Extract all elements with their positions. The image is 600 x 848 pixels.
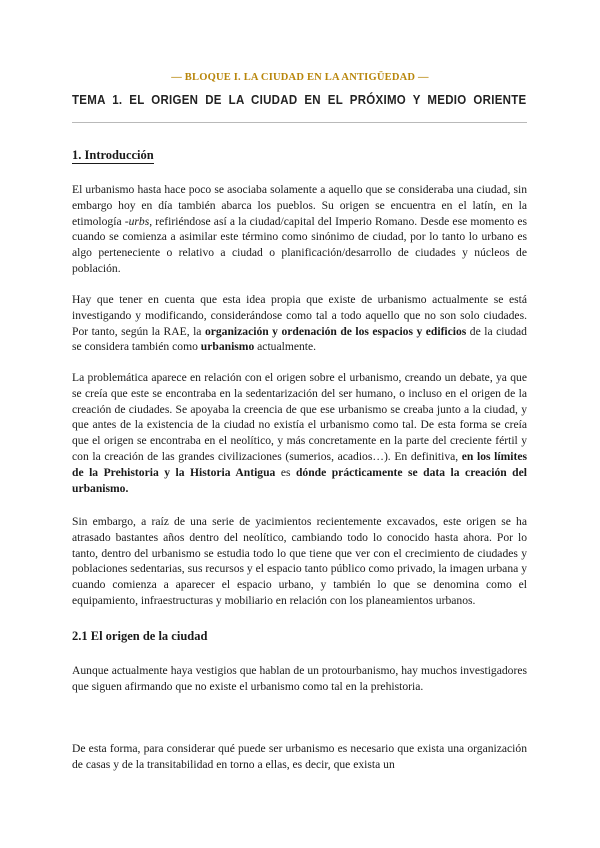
section-heading-origen-ciudad: 2.1 El origen de la ciudad: [72, 629, 208, 643]
paragraph-1-italic: urbs: [128, 214, 150, 228]
paragraph-6: De esta forma, para considerar qué puede ser urbanismo es necesario que exista una organización de casas y de la transitabilidad en torno a ellas, es decir, que exista un: [72, 742, 527, 771]
paragraph-1: [72, 182, 527, 277]
paragraph-3-text-a: La problemática aparece en relación con el origen sobre el urbanismo, creando un debate, ya que se creía que este se encontraba en la sedentarización del ser humano, o incluso en el origen de la creación de ciudades. Se apoyaba la creencia de que ese urbanismo se creaba junto a la ciudad, y que antes de la existencia de la ciudad no existía el urbanismo como tal. De esta forma se creía que el origen se encontraba en el neolítico, y más concretamente en la parte del creciente fértil y con la creación de las grandes civilizaciones (sumerios, acadios…). En definitiva,: [72, 371, 527, 463]
paragraph-2-bold-1: organización y ordenación de los espacios y edificios: [204, 324, 467, 338]
paragraph-5: Aunque actualmente haya vestigios que hablan de un protourbanismo, hay muchos investigadores que siguen afirmando que no existe el urbanismo como tal en la prehistoria.: [72, 664, 527, 693]
paragraph-2-text-b: de la ciudad se considera también como: [72, 324, 527, 354]
paragraph-1-text-b: , refiriéndose así a la ciudad/capital del Imperio Romano. Desde ese momento es cuando se comienza a asimilar este término como sinónimo de ciudad, por lo tanto lo urbano es algo perteneciente o relativo a ciudad o planificación/desarrollo de ciudades y núcleos de población.: [72, 214, 527, 275]
paragraph-2-bold-2: urbanismo: [200, 340, 255, 354]
section-heading-introduccion: 1. Introducción: [72, 148, 154, 162]
block-title: — BLOQUE I. LA CIUDAD EN LA ANTIGÜEDAD —: [171, 72, 429, 83]
paragraph-2-text-c: actualmente.: [254, 340, 317, 354]
paragraph-2-text-a: Hay que tener en cuenta que esta idea propia que existe de urbanismo actualmente se está investigando y modificando, considerándose como tal a todo aquello que no son solo ciudades. Por tanto, según la RAE, la: [72, 293, 527, 338]
title-divider: [72, 122, 527, 123]
paragraph-1-text-a: El urbanismo hasta hace poco se asociaba solamente a aquello que se consideraba una ciudad, sin embargo hoy en día también abarca los pueblos. Su origen se encuentra en el latín, en la etimología -: [72, 183, 527, 228]
paragraph-3-bold-1: en los límites de la Prehistoria y la Historia Antigua: [72, 449, 527, 479]
paragraph-3: [72, 370, 527, 496]
paragraph-4: Sin embargo, a raíz de una serie de yacimientos recientemente excavados, este origen se ha atrasado bastantes años dentro del neolítico, cambiando todo lo conocido hasta ahora. Por lo tanto, dentro del urbanismo se estudia todo lo que tiene que ver con el crecimiento de ciudades y poblaciones sedentarias, sus recursos y el espacio tanto público como privado, la imagen urbana y cuando comienza a aparecer el espacio urbano, y también lo que se denomina como el equipamiento, infraestructuras y mobiliario en relación con los planeamientos urbanos.: [72, 515, 527, 607]
paragraph-2: [72, 292, 527, 355]
paragraph-3-text-b: es: [275, 465, 296, 479]
tema-title: TEMA 1. EL ORIGEN DE LA CIUDAD EN EL PRÓXIMO Y MEDIO ORIENTE: [72, 93, 527, 107]
paragraph-3-bold-2: dónde prácticamente se data la creación del urbanismo.: [72, 465, 527, 495]
